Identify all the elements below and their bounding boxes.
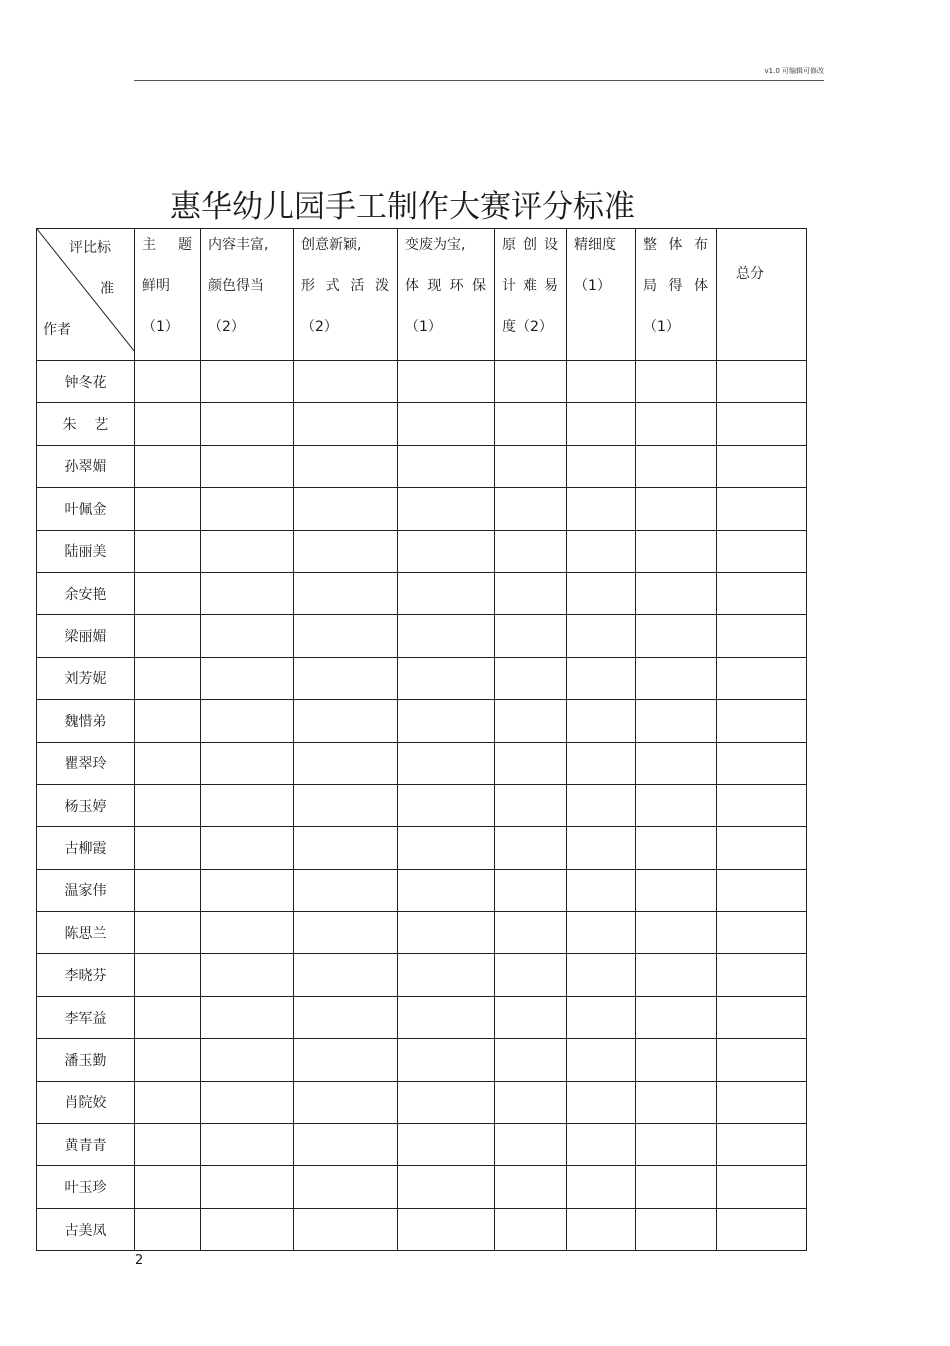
score-cell[interactable] — [567, 700, 636, 742]
criteria-header-1 — [135, 229, 201, 361]
table-row — [37, 784, 807, 826]
table-row — [37, 403, 807, 445]
score-cell[interactable] — [495, 784, 567, 826]
score-cell[interactable] — [495, 615, 567, 657]
score-cell[interactable] — [201, 572, 294, 614]
score-cell[interactable] — [135, 1081, 201, 1123]
criteria-header-7 — [636, 229, 717, 361]
total-score-cell[interactable] — [717, 361, 807, 403]
score-cell[interactable] — [201, 912, 294, 954]
header-rule — [134, 80, 824, 81]
table-row — [37, 827, 807, 869]
table-row — [37, 1081, 807, 1123]
corner-header-cell — [37, 229, 135, 361]
corner-author-label: 作者 — [43, 322, 71, 338]
score-cell[interactable] — [294, 361, 398, 403]
score-cell[interactable] — [294, 784, 398, 826]
total-score-cell[interactable] — [717, 1208, 807, 1250]
score-cell[interactable] — [495, 445, 567, 487]
score-cell[interactable] — [201, 530, 294, 572]
score-cell[interactable] — [201, 1166, 294, 1208]
score-cell[interactable] — [495, 1081, 567, 1123]
score-cell[interactable] — [294, 445, 398, 487]
total-score-cell[interactable] — [717, 1081, 807, 1123]
score-cell[interactable] — [201, 996, 294, 1038]
score-cell[interactable] — [398, 488, 495, 530]
author-name-cell: 肖院姣 — [37, 1081, 135, 1123]
score-cell[interactable] — [294, 827, 398, 869]
score-cell[interactable] — [636, 657, 717, 699]
score-cell[interactable] — [636, 445, 717, 487]
score-cell[interactable] — [135, 530, 201, 572]
page-number: 2 — [135, 1253, 144, 1268]
table-row — [37, 742, 807, 784]
table-row — [37, 615, 807, 657]
score-cell[interactable] — [567, 1166, 636, 1208]
score-cell[interactable] — [567, 488, 636, 530]
score-cell[interactable] — [567, 1039, 636, 1081]
author-name-cell: 魏惜弟 — [37, 700, 135, 742]
score-cell[interactable] — [636, 700, 717, 742]
criteria-header-line: （1） — [142, 319, 179, 335]
score-cell[interactable] — [567, 1208, 636, 1250]
score-cell[interactable] — [135, 954, 201, 996]
table-body — [37, 361, 807, 1251]
table-header-row — [37, 229, 807, 361]
total-score-cell[interactable] — [717, 403, 807, 445]
score-cell[interactable] — [398, 572, 495, 614]
score-cell[interactable] — [495, 572, 567, 614]
score-cell[interactable] — [398, 445, 495, 487]
criteria-header-line: 变废为宝, — [405, 237, 466, 253]
total-score-cell[interactable] — [717, 827, 807, 869]
table-row — [37, 361, 807, 403]
score-cell[interactable] — [636, 488, 717, 530]
score-cell[interactable] — [135, 1208, 201, 1250]
score-cell[interactable] — [294, 954, 398, 996]
score-cell[interactable] — [201, 1208, 294, 1250]
score-cell[interactable] — [636, 530, 717, 572]
score-cell[interactable] — [636, 1124, 717, 1166]
score-cell[interactable] — [636, 784, 717, 826]
criteria-header-line: 主 题 — [142, 237, 192, 253]
score-cell[interactable] — [398, 954, 495, 996]
score-cell[interactable] — [135, 657, 201, 699]
score-cell[interactable] — [567, 742, 636, 784]
score-cell[interactable] — [294, 657, 398, 699]
score-cell[interactable] — [636, 615, 717, 657]
score-cell[interactable] — [135, 827, 201, 869]
criteria-header-line: 计难易 — [502, 278, 558, 294]
total-score-cell[interactable] — [717, 700, 807, 742]
total-score-cell[interactable] — [717, 445, 807, 487]
score-cell[interactable] — [398, 657, 495, 699]
score-cell[interactable] — [636, 742, 717, 784]
score-cell[interactable] — [201, 1124, 294, 1166]
score-cell[interactable] — [495, 954, 567, 996]
author-name-cell: 陆丽美 — [37, 530, 135, 572]
score-cell[interactable] — [135, 572, 201, 614]
score-cell[interactable] — [135, 1039, 201, 1081]
total-score-cell[interactable] — [717, 742, 807, 784]
score-cell[interactable] — [636, 869, 717, 911]
score-cell[interactable] — [135, 1124, 201, 1166]
score-cell[interactable] — [398, 996, 495, 1038]
score-cell[interactable] — [495, 996, 567, 1038]
table-row — [37, 1124, 807, 1166]
score-cell[interactable] — [135, 912, 201, 954]
score-cell[interactable] — [294, 403, 398, 445]
total-score-cell[interactable] — [717, 1166, 807, 1208]
score-cell[interactable] — [201, 615, 294, 657]
table-row — [37, 530, 807, 572]
criteria-header-line: 精细度 — [574, 237, 616, 253]
table-row — [37, 657, 807, 699]
author-name-cell: 叶玉珍 — [37, 1166, 135, 1208]
score-cell[interactable] — [567, 784, 636, 826]
total-score-cell[interactable] — [717, 488, 807, 530]
total-score-cell[interactable] — [717, 530, 807, 572]
score-cell[interactable] — [294, 996, 398, 1038]
criteria-header-line: 颜色得当 — [208, 278, 264, 294]
score-cell[interactable] — [567, 827, 636, 869]
total-score-cell[interactable] — [717, 869, 807, 911]
table-row — [37, 1208, 807, 1250]
score-cell[interactable] — [567, 996, 636, 1038]
score-cell[interactable] — [201, 954, 294, 996]
criteria-header-line — [574, 319, 635, 360]
author-name-cell: 叶佩金 — [37, 488, 135, 530]
score-cell[interactable] — [567, 572, 636, 614]
score-cell[interactable] — [294, 869, 398, 911]
table-row — [37, 996, 807, 1038]
score-cell[interactable] — [636, 954, 717, 996]
score-cell[interactable] — [294, 530, 398, 572]
table-row — [37, 488, 807, 530]
criteria-header-6 — [567, 229, 636, 361]
score-cell[interactable] — [636, 1208, 717, 1250]
score-cell[interactable] — [495, 1039, 567, 1081]
score-cell[interactable] — [495, 700, 567, 742]
score-cell[interactable] — [294, 912, 398, 954]
score-cell[interactable] — [636, 572, 717, 614]
score-cell[interactable] — [201, 361, 294, 403]
score-cell[interactable] — [495, 869, 567, 911]
total-score-cell[interactable] — [717, 912, 807, 954]
total-score-header: 总分 — [717, 229, 807, 361]
score-cell[interactable] — [495, 488, 567, 530]
total-score-cell[interactable] — [717, 1124, 807, 1166]
score-cell[interactable] — [495, 742, 567, 784]
author-name-cell: 李军益 — [37, 996, 135, 1038]
score-cell[interactable] — [567, 954, 636, 996]
criteria-header-line: 整体布 — [643, 237, 708, 253]
score-cell[interactable] — [567, 403, 636, 445]
total-score-cell[interactable] — [717, 1039, 807, 1081]
total-score-cell[interactable] — [717, 615, 807, 657]
table-row — [37, 700, 807, 742]
total-score-cell[interactable] — [717, 996, 807, 1038]
criteria-header-line: 局得体 — [643, 278, 708, 294]
score-cell[interactable] — [398, 403, 495, 445]
total-score-cell[interactable] — [717, 954, 807, 996]
score-cell[interactable] — [398, 615, 495, 657]
criteria-header-line: 体现环保 — [405, 278, 486, 294]
score-cell[interactable] — [567, 1124, 636, 1166]
score-cell[interactable] — [201, 488, 294, 530]
criteria-header-line: 鲜明 — [142, 278, 170, 294]
score-cell[interactable] — [398, 700, 495, 742]
author-name-cell: 钟冬花 — [37, 361, 135, 403]
score-cell[interactable] — [398, 1039, 495, 1081]
score-cell[interactable] — [201, 403, 294, 445]
total-score-cell[interactable] — [717, 657, 807, 699]
score-cell[interactable] — [135, 445, 201, 487]
score-cell[interactable] — [636, 1039, 717, 1081]
criteria-header-line: 创意新颖, — [301, 237, 362, 253]
score-cell[interactable] — [135, 403, 201, 445]
score-cell[interactable] — [135, 488, 201, 530]
score-cell[interactable] — [135, 869, 201, 911]
score-cell[interactable] — [201, 869, 294, 911]
score-cell[interactable] — [567, 1081, 636, 1123]
score-cell[interactable] — [398, 1208, 495, 1250]
table-row — [37, 912, 807, 954]
score-cell[interactable] — [398, 784, 495, 826]
score-cell[interactable] — [636, 996, 717, 1038]
score-cell[interactable] — [135, 784, 201, 826]
author-name-cell: 杨玉婷 — [37, 784, 135, 826]
corner-criteria-label: 评比标 — [69, 240, 111, 256]
criteria-header-3 — [294, 229, 398, 361]
score-cell[interactable] — [495, 657, 567, 699]
score-cell[interactable] — [495, 403, 567, 445]
score-cell[interactable] — [201, 657, 294, 699]
score-cell[interactable] — [294, 1124, 398, 1166]
score-cell[interactable] — [294, 572, 398, 614]
author-name-cell: 陈思兰 — [37, 912, 135, 954]
score-cell[interactable] — [495, 1124, 567, 1166]
criteria-header-2 — [201, 229, 294, 361]
criteria-header-line: 内容丰富, — [208, 237, 269, 253]
score-cell[interactable] — [567, 361, 636, 403]
score-cell[interactable] — [135, 1166, 201, 1208]
score-cell[interactable] — [294, 1081, 398, 1123]
score-cell[interactable] — [135, 615, 201, 657]
version-note: v1.0 可编辑可修改 — [764, 67, 824, 75]
scoring-table — [36, 228, 807, 1251]
score-cell[interactable] — [294, 742, 398, 784]
score-cell[interactable] — [201, 1081, 294, 1123]
score-cell[interactable] — [636, 912, 717, 954]
score-cell[interactable] — [398, 530, 495, 572]
author-name-cell: 刘芳妮 — [37, 657, 135, 699]
author-name-cell: 孙翠媚 — [37, 445, 135, 487]
table-row — [37, 1039, 807, 1081]
score-cell[interactable] — [201, 784, 294, 826]
author-name-cell: 潘玉勤 — [37, 1039, 135, 1081]
table-row — [37, 572, 807, 614]
author-name-cell: 梁丽媚 — [37, 615, 135, 657]
score-cell[interactable] — [135, 700, 201, 742]
total-score-cell[interactable] — [717, 784, 807, 826]
criteria-header-line: （2） — [208, 319, 245, 335]
score-cell[interactable] — [567, 445, 636, 487]
score-cell[interactable] — [398, 869, 495, 911]
total-score-cell[interactable] — [717, 572, 807, 614]
author-name-cell: 余安艳 — [37, 572, 135, 614]
criteria-header-line: 原创设 — [502, 237, 558, 253]
score-cell[interactable] — [398, 361, 495, 403]
score-cell[interactable] — [495, 912, 567, 954]
criteria-header-line: （1） — [405, 319, 442, 335]
criteria-header-line: 形式活泼 — [301, 278, 389, 294]
score-cell[interactable] — [201, 827, 294, 869]
score-cell[interactable] — [201, 742, 294, 784]
score-cell[interactable] — [636, 827, 717, 869]
score-cell[interactable] — [201, 445, 294, 487]
score-cell[interactable] — [636, 1081, 717, 1123]
criteria-header-line: （2） — [301, 319, 338, 335]
score-cell[interactable] — [294, 1166, 398, 1208]
score-cell[interactable] — [201, 1039, 294, 1081]
score-cell[interactable] — [567, 912, 636, 954]
score-cell[interactable] — [294, 615, 398, 657]
criteria-header-4 — [398, 229, 495, 361]
score-cell[interactable] — [135, 996, 201, 1038]
score-cell[interactable] — [135, 361, 201, 403]
author-name-cell: 古美凤 — [37, 1208, 135, 1250]
criteria-header-line: （1） — [574, 278, 611, 294]
author-name-cell: 朱 艺 — [37, 403, 135, 445]
score-cell[interactable] — [636, 403, 717, 445]
score-cell[interactable] — [294, 488, 398, 530]
score-cell[interactable] — [495, 827, 567, 869]
score-cell[interactable] — [495, 1166, 567, 1208]
score-cell[interactable] — [636, 1166, 717, 1208]
score-cell[interactable] — [398, 1081, 495, 1123]
criteria-header-line: （1） — [643, 319, 680, 335]
table-row — [37, 1166, 807, 1208]
score-cell[interactable] — [294, 1208, 398, 1250]
document-title: 惠华幼儿园手工制作大赛评分标准 — [170, 189, 635, 225]
table-row — [37, 869, 807, 911]
criteria-header-5 — [495, 229, 567, 361]
author-name-cell: 瞿翠玲 — [37, 742, 135, 784]
score-cell[interactable] — [495, 361, 567, 403]
score-cell[interactable] — [398, 827, 495, 869]
table-row — [37, 954, 807, 996]
score-cell[interactable] — [398, 742, 495, 784]
score-cell[interactable] — [398, 1166, 495, 1208]
score-cell[interactable] — [567, 530, 636, 572]
score-cell[interactable] — [495, 530, 567, 572]
score-cell[interactable] — [398, 1124, 495, 1166]
score-cell[interactable] — [495, 1208, 567, 1250]
author-name-cell: 古柳霞 — [37, 827, 135, 869]
score-cell[interactable] — [398, 912, 495, 954]
score-cell[interactable] — [567, 657, 636, 699]
score-cell[interactable] — [135, 742, 201, 784]
score-cell[interactable] — [201, 700, 294, 742]
author-name-cell: 黄青青 — [37, 1124, 135, 1166]
criteria-header-line: 度（2） — [502, 319, 553, 335]
score-cell[interactable] — [567, 869, 636, 911]
score-cell[interactable] — [567, 615, 636, 657]
score-cell[interactable] — [294, 1039, 398, 1081]
score-cell[interactable] — [294, 700, 398, 742]
author-name-cell: 温家伟 — [37, 869, 135, 911]
corner-criteria-label-end: 准 — [100, 281, 114, 297]
score-cell[interactable] — [636, 361, 717, 403]
table-row — [37, 445, 807, 487]
author-name-cell: 李晓芬 — [37, 954, 135, 996]
